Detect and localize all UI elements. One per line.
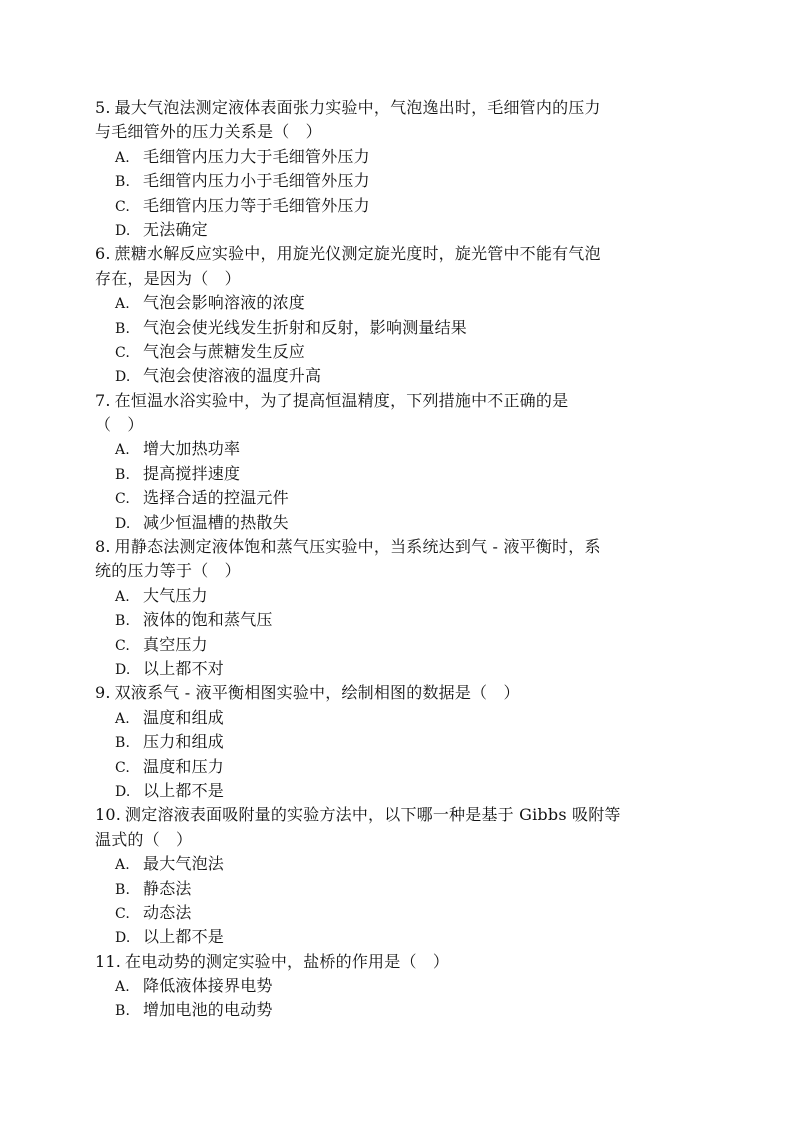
question-number: 11. [95,951,122,971]
option-text: 温度和压力 [143,756,225,776]
option-text: 增加电池的电动势 [143,1000,273,1020]
option-text: 增大加热功率 [143,439,241,459]
question-9 [95,681,695,803]
question-number: 7. [95,390,111,410]
option-text: 毛细管内压力等于毛细管外压力 [143,195,370,215]
option-text: 毛细管内压力大于毛细管外压力 [143,146,370,166]
option-a [95,145,695,169]
option-letter: B. [115,174,131,191]
option-c [95,340,695,364]
option-letter: B. [115,466,131,483]
question-number: 6. [95,244,111,264]
question-stem-line [95,535,695,559]
question-10 [95,803,695,949]
option-letter: D. [115,515,131,532]
question-stem-line [95,267,695,291]
option-c [95,755,695,779]
option-text: 液体的饱和蒸气压 [143,610,273,630]
question-number: 5. [95,98,111,117]
question-stem-line [95,96,695,120]
question-number: 8. [95,537,111,557]
question-number: 9. [95,683,111,703]
question-text: 在电动势的测定实验中，盐桥的作用是（ ） [125,951,450,971]
question-text: 统的压力等于（ ） [95,561,241,581]
option-text: 真空压力 [143,634,208,654]
option-text: 减少恒温槽的热散失 [143,512,289,532]
question-8 [95,535,695,681]
option-letter: D. [115,222,131,239]
option-text: 气泡会使光线发生折射和反射，影响测量结果 [143,317,468,337]
option-text: 以上都不是 [143,780,225,800]
option-text: 温度和组成 [143,707,225,727]
option-a [95,584,695,608]
question-7 [95,389,695,535]
option-letter: D. [115,661,131,678]
option-letter: B. [115,1003,131,1020]
option-letter: A. [115,857,130,874]
option-c [95,194,695,218]
option-text: 提高搅拌速度 [143,463,241,483]
option-b [95,608,695,632]
option-letter: A. [115,296,130,313]
option-text: 毛细管内压力小于毛细管外压力 [143,171,370,191]
option-d [95,511,695,535]
option-letter: C. [115,637,131,654]
option-d [95,925,695,949]
option-a [95,437,695,461]
option-text: 无法确定 [143,219,208,239]
question-stem-line [95,681,695,705]
question-text: 在恒温水浴实验中，为了提高恒温精度，下列措施中不正确的是 [114,390,569,410]
option-letter: A. [115,710,130,727]
option-letter: B. [115,320,131,337]
option-a [95,852,695,876]
option-text: 以上都不对 [143,658,225,678]
option-a [95,291,695,315]
question-stem-line [95,242,695,266]
option-letter: B. [115,735,131,752]
option-text: 动态法 [143,902,192,922]
option-b [95,877,695,901]
option-text: 选择合适的控温元件 [143,488,289,508]
question-5 [95,96,695,242]
option-text: 气泡会影响溶液的浓度 [143,293,306,313]
question-stem-line [95,803,695,827]
option-text: 大气压力 [143,585,208,605]
option-b [95,169,695,193]
option-letter: D. [115,930,131,947]
question-stem-line [95,559,695,583]
question-text: 存在，是因为（ ） [95,268,241,288]
option-text: 降低液体接界电势 [143,976,273,996]
option-text: 气泡会与蔗糖发生反应 [143,341,306,361]
question-text: 双液系气 - 液平衡相图实验中，绘制相图的数据是（ ） [114,683,520,703]
option-text: 气泡会使溶液的温度升高 [143,366,322,386]
question-text: （ ） [95,415,144,435]
option-letter: A. [115,979,130,996]
option-letter: D. [115,783,131,800]
option-b [95,730,695,754]
question-stem-line [95,950,695,974]
option-d [95,657,695,681]
question-number: 10. [95,805,122,825]
document-page [95,96,695,1023]
option-d [95,218,695,242]
option-a [95,974,695,998]
question-stem-line [95,828,695,852]
option-c [95,486,695,510]
question-text: 最大气泡法测定液体表面张力实验中，气泡逸出时，毛细管内的压力 [114,98,601,117]
question-text: 温式的（ ） [95,829,193,849]
question-stem-line [95,389,695,413]
option-letter: C. [115,344,131,361]
question-text: 测定溶液表面吸附量的实验方法中，以下哪一种是基于 Gibbs 吸附等 [125,805,621,825]
option-letter: C. [115,905,131,922]
option-b [95,462,695,486]
option-letter: B. [115,881,131,898]
option-text: 压力和组成 [143,732,225,752]
option-c [95,901,695,925]
question-text: 蔗糖水解反应实验中，用旋光仪测定旋光度时，旋光管中不能有气泡 [114,244,601,264]
option-b [95,998,695,1022]
question-text: 与毛细管外的压力关系是（ ） [95,122,322,142]
option-d [95,364,695,388]
option-c [95,633,695,657]
option-text: 以上都不是 [143,927,225,947]
question-stem-line [95,413,695,437]
question-6 [95,242,695,388]
option-letter: D. [115,369,131,386]
option-d [95,779,695,803]
question-stem-line [95,120,695,144]
option-text: 静态法 [143,878,192,898]
option-letter: A. [115,149,130,166]
option-letter: C. [115,491,131,508]
option-letter: A. [115,588,130,605]
option-a [95,706,695,730]
option-letter: C. [115,759,131,776]
option-letter: B. [115,613,131,630]
option-b [95,316,695,340]
option-letter: A. [115,442,130,459]
question-11 [95,950,695,1023]
option-letter: C. [115,198,131,215]
question-text: 用静态法测定液体饱和蒸气压实验中，当系统达到气 - 液平衡时，系 [114,537,601,557]
option-text: 最大气泡法 [143,854,225,874]
